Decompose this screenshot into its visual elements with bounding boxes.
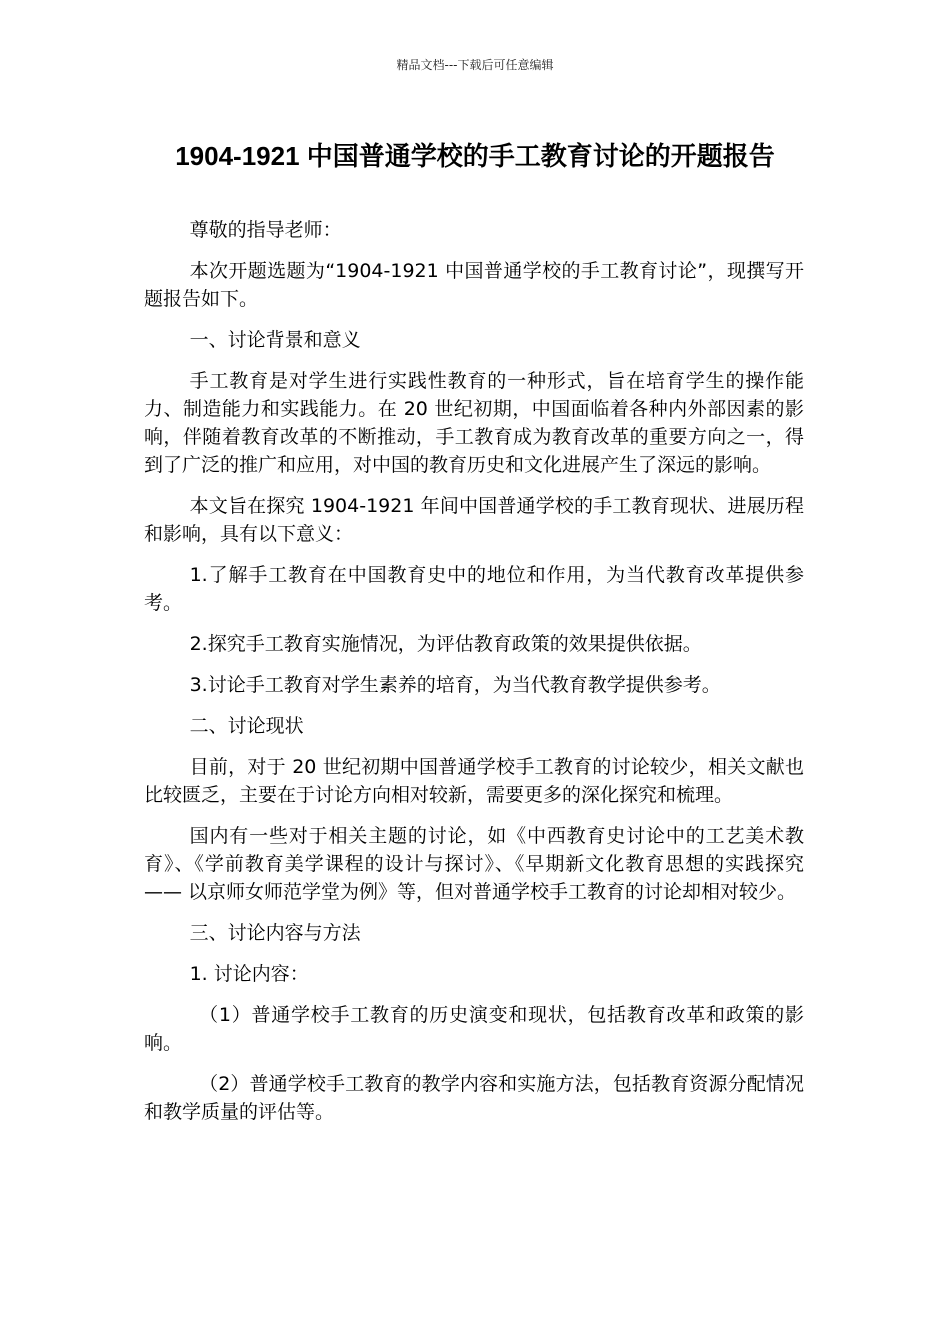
content-item-2: （2）普通学校手工教育的教学内容和实施方法，包括教育资源分配情况和教学质量的评估等。 bbox=[144, 1073, 804, 1123]
significance-item-2: 2.探究手工教育实施情况，为评估教育政策的效果提供依据。 bbox=[189, 633, 702, 655]
status-paragraph-1: 目前，对于 20 世纪初期中国普通学校手工教育的讨论较少，相关文献也比较匮乏，主要在于讨论方向相对较新，需要更多的深化探究和梳理。 bbox=[144, 756, 804, 806]
intro-paragraph: 本次开题选题为“1904-1921 中国普通学校的手工教育讨论”，现撰写开题报告如下。 bbox=[144, 260, 804, 310]
content-item-1: （1）普通学校手工教育的历史演变和现状，包括教育改革和政策的影响。 bbox=[144, 1004, 804, 1054]
significance-item-1: 1.了解手工教育在中国教育史中的地位和作用，为当代教育改革提供参考。 bbox=[144, 564, 804, 614]
document-body bbox=[144, 216, 804, 1139]
document-title: 1904-1921 中国普通学校的手工教育讨论的开题报告 bbox=[175, 141, 775, 171]
subsection-heading-content: 1. 讨论内容： bbox=[189, 963, 309, 985]
significance-item-3: 3.讨论手工教育对学生素养的培育，为当代教育教学提供参考。 bbox=[189, 674, 721, 696]
section-heading-status: 二、讨论现状 bbox=[189, 715, 304, 737]
section-heading-content-method: 三、讨论内容与方法 bbox=[189, 922, 361, 944]
salutation: 尊敬的指导老师： bbox=[189, 219, 342, 241]
purpose-paragraph: 本文旨在探究 1904-1921 年间中国普通学校的手工教育现状、进展历程和影响，具有以下意义： bbox=[144, 495, 804, 545]
section-heading-background: 一、讨论背景和意义 bbox=[189, 329, 361, 351]
page-header: 精品文档---下载后可任意编辑 bbox=[396, 58, 554, 72]
background-paragraph: 手工教育是对学生进行实践性教育的一种形式，旨在培育学生的操作能力、制造能力和实践能力。在 20 世纪初期，中国面临着各种内外部因素的影响，伴随着教育改革的不断推动，手工教育成为教育改革的重要方向之一，得到了广泛的推广和应用，对中国的教育历史和文化进展产生了深远的影响。 bbox=[144, 370, 804, 476]
status-paragraph-2: 国内有一些对于相关主题的讨论，如《中西教育史讨论中的工艺美术教育》、《学前教育美学课程的设计与探讨》、《早期新文化教育思想的实践探究 —— 以京师女师范学堂为例》等，但对普通学校手工教育的讨论却相对较少。 bbox=[144, 825, 804, 903]
